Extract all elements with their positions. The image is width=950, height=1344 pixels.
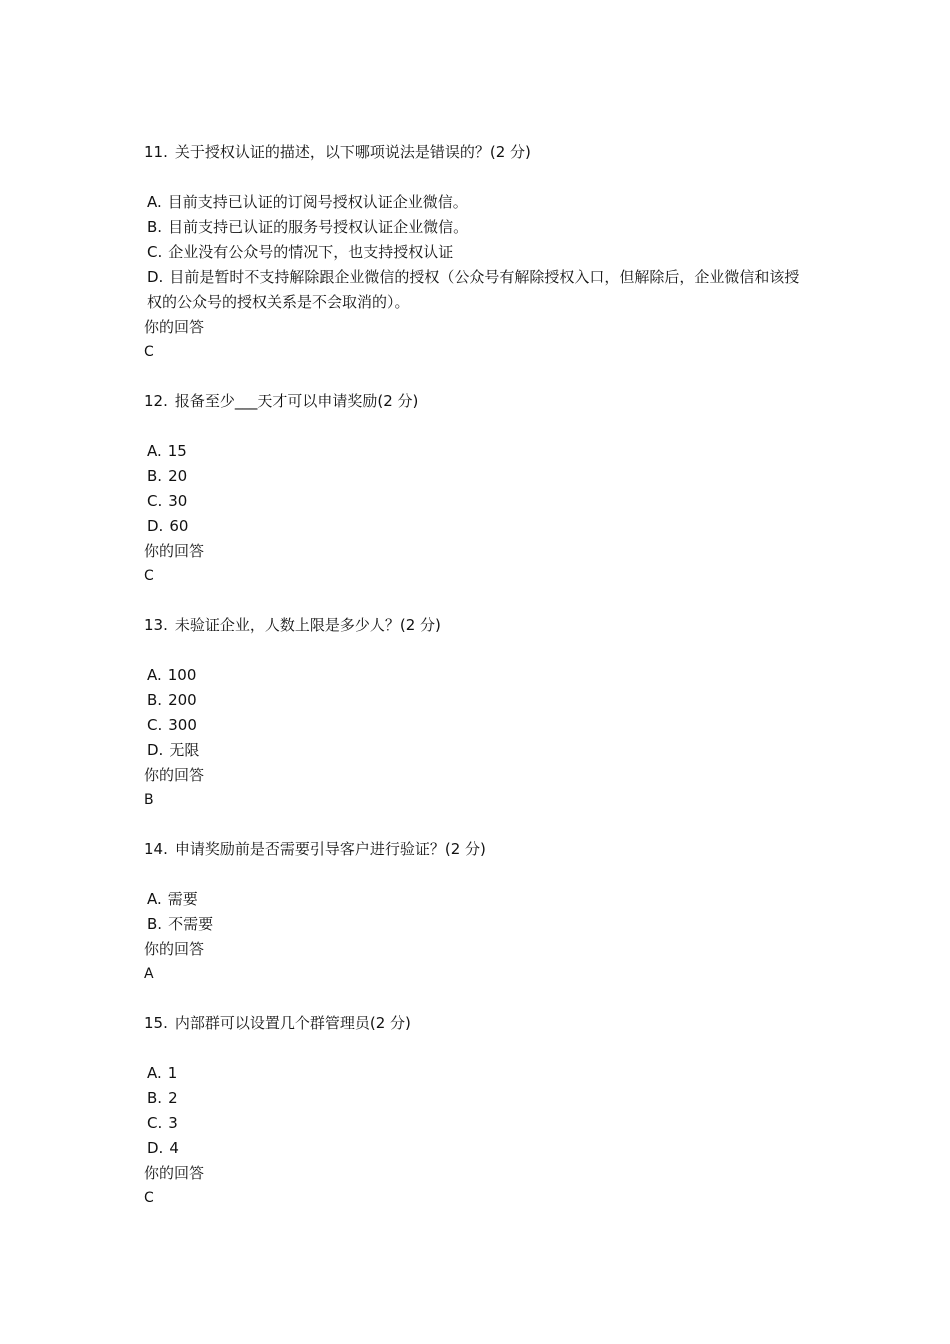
option-letter: B. bbox=[147, 467, 163, 485]
option-letter: A. bbox=[147, 193, 162, 211]
option-letter: C. bbox=[147, 492, 163, 510]
option-a bbox=[144, 439, 814, 464]
question-12 bbox=[144, 389, 814, 589]
option-d bbox=[144, 1136, 814, 1161]
option-letter: B. bbox=[147, 1089, 163, 1107]
question-title bbox=[144, 1011, 814, 1036]
option-text: 3 bbox=[168, 1114, 178, 1132]
question-11 bbox=[144, 140, 814, 365]
option-text: 4 bbox=[169, 1139, 179, 1157]
option-text: 需要 bbox=[167, 890, 198, 908]
option-text: 不需要 bbox=[168, 915, 214, 933]
option-c bbox=[144, 1111, 814, 1136]
option-letter: D. bbox=[147, 1139, 164, 1157]
option-text: 20 bbox=[168, 467, 188, 485]
option-letter: A. bbox=[147, 666, 162, 684]
answer-value: C bbox=[144, 568, 154, 584]
option-text: 2 bbox=[168, 1089, 178, 1107]
option-letter: B. bbox=[147, 915, 163, 933]
answer-label: 你的回答 bbox=[144, 1164, 205, 1182]
option-letter: B. bbox=[147, 691, 163, 709]
option-text: 1 bbox=[167, 1064, 178, 1082]
option-text: 300 bbox=[168, 716, 197, 734]
option-letter: C. bbox=[147, 716, 163, 734]
question-title bbox=[144, 613, 814, 638]
question-text: 未验证企业，人数上限是多少人？(2 分) bbox=[174, 616, 441, 634]
option-list bbox=[144, 439, 814, 539]
option-text: 30 bbox=[168, 492, 188, 510]
option-d bbox=[144, 265, 814, 315]
option-text: 15 bbox=[167, 442, 187, 460]
option-text: 目前支持已认证的服务号授权认证企业微信。 bbox=[168, 218, 469, 236]
option-d bbox=[144, 738, 814, 763]
option-letter: A. bbox=[147, 442, 162, 460]
option-letter: D. bbox=[147, 268, 164, 286]
question-15 bbox=[144, 1011, 814, 1211]
option-text: 60 bbox=[169, 517, 189, 535]
option-c bbox=[144, 240, 814, 265]
option-b bbox=[144, 1086, 814, 1111]
option-a bbox=[144, 1061, 814, 1086]
question-title bbox=[144, 837, 814, 862]
option-text: 100 bbox=[167, 666, 197, 684]
question-text: 申请奖励前是否需要引导客户进行验证？(2 分) bbox=[174, 840, 486, 858]
option-text: 无限 bbox=[169, 741, 200, 759]
answer-value: B bbox=[144, 792, 154, 808]
option-letter: C. bbox=[147, 243, 163, 261]
answer-label: 你的回答 bbox=[144, 318, 205, 336]
option-letter: A. bbox=[147, 1064, 162, 1082]
option-c bbox=[144, 713, 814, 738]
question-text: 关于授权认证的描述，以下哪项说法是错误的？(2 分) bbox=[174, 143, 531, 161]
question-title bbox=[144, 140, 814, 165]
question-number: 15. bbox=[144, 1014, 168, 1032]
option-c bbox=[144, 489, 814, 514]
option-d bbox=[144, 514, 814, 539]
answer-value: C bbox=[144, 1190, 154, 1206]
option-a bbox=[144, 663, 814, 688]
option-b bbox=[144, 688, 814, 713]
option-list bbox=[144, 1061, 814, 1161]
question-number: 11. bbox=[144, 143, 168, 161]
answer-label: 你的回答 bbox=[144, 766, 205, 784]
option-text: 200 bbox=[168, 691, 197, 709]
option-a bbox=[144, 190, 814, 215]
option-letter: A. bbox=[147, 890, 162, 908]
option-list bbox=[144, 190, 814, 315]
option-letter: B. bbox=[147, 218, 163, 236]
answer-label: 你的回答 bbox=[144, 542, 205, 560]
option-a bbox=[144, 887, 814, 912]
question-text: 报备至少___天才可以申请奖励(2 分) bbox=[174, 392, 419, 410]
option-text: 企业没有公众号的情况下，也支持授权认证 bbox=[168, 243, 454, 261]
option-letter: D. bbox=[147, 517, 164, 535]
answer-value: A bbox=[144, 966, 154, 982]
question-number: 14. bbox=[144, 840, 168, 858]
option-b bbox=[144, 464, 814, 489]
question-13 bbox=[144, 613, 814, 813]
option-letter: C. bbox=[147, 1114, 163, 1132]
question-title bbox=[144, 389, 814, 414]
question-number: 12. bbox=[144, 392, 168, 410]
question-text: 内部群可以设置几个群管理员(2 分) bbox=[174, 1014, 411, 1032]
answer-value: C bbox=[144, 344, 154, 360]
option-letter: D. bbox=[147, 741, 164, 759]
option-text: 目前是暂时不支持解除跟企业微信的授权（公众号有解除授权入口，但解除后，企业微信和该授权的公众号的授权关系是不会取消的）。 bbox=[147, 268, 800, 311]
answer-label: 你的回答 bbox=[144, 940, 205, 958]
option-b bbox=[144, 215, 814, 240]
question-14 bbox=[144, 837, 814, 987]
option-text: 目前支持已认证的订阅号授权认证企业微信。 bbox=[167, 193, 468, 211]
question-number: 13. bbox=[144, 616, 168, 634]
option-list bbox=[144, 663, 814, 763]
option-b bbox=[144, 912, 814, 937]
option-list bbox=[144, 887, 814, 937]
